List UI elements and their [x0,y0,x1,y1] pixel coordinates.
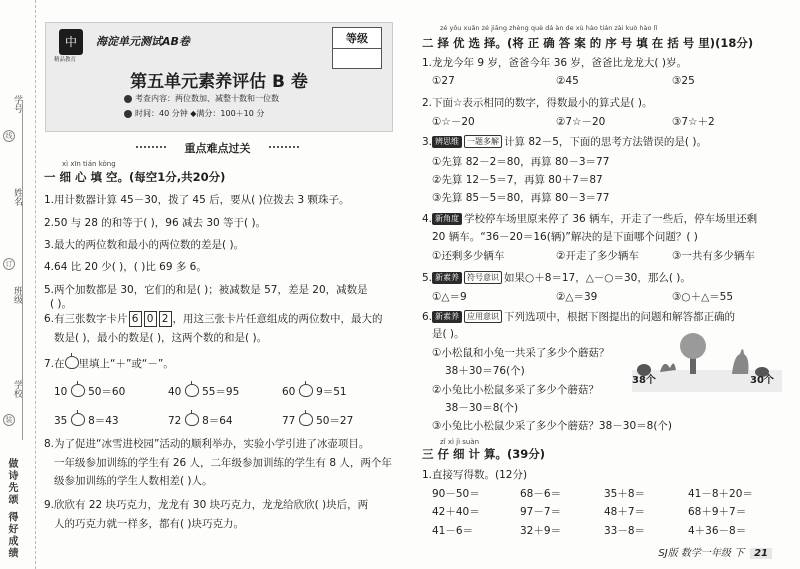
question-7-text: 7.在 [44,358,65,370]
school-label: 学校 [12,380,22,398]
choice-6-opt[interactable]: ①小松鼠和小兔一共采了多少个蘑菇？ [432,347,610,359]
tree-crown [680,333,706,359]
tag-badge: 一题多解 [464,135,502,148]
apple-blank-icon[interactable] [71,413,85,426]
calc-item[interactable]: 33－8＝ [604,525,646,537]
q7-item [168,384,239,399]
choice-4-text: 学校停车场里原来停了 36 辆车，开走了一些后，停车场里还剩 [464,213,758,225]
calc-item[interactable]: 68＋9＋7＝ [688,506,747,518]
choice-4: 4. 新角度 学校停车场里原来停了 36 辆车，开走了一些后，停车场里还剩 [422,213,758,225]
page-number: 21 [750,548,772,559]
question-7 [44,356,174,371]
illus-left-count: 38个 [632,375,656,386]
q7-num: 10 [54,386,68,398]
choice-5-text: 如果○＋8＝17，△－○＝30，那么( )。 [504,272,691,284]
choice-5: 5. 新素养 符号意识 如果○＋8＝17，△－○＝30，那么( )。 [422,272,691,284]
calc-item[interactable]: 42＋40＝ [432,506,480,518]
question-9: 9.欣欣有 22 块巧克力，龙龙有 30 块巧克力，龙龙给欣欣( )块后，两 [44,499,369,511]
grade-label: 等级 [333,28,381,49]
question-6-cont: 数是( )，最小的数是( )，这两个数的和是( )。 [54,332,268,344]
section-banner: 重点难点过关 [140,140,295,156]
binding-hole-icon: 装 [3,414,15,426]
choice-4-opt[interactable]: ①还剩多少辆车 [432,250,505,262]
series-title: 海淀单元测试AB卷 [96,35,190,48]
q7-num: 40 [168,386,182,398]
choice-3-opt[interactable]: ②先算 12－5＝7，再算 80＋7＝87 [432,174,603,186]
question-6 [44,311,383,327]
question-9-cont: 人的巧克力就一样多，都有( )块巧克力。 [54,518,245,530]
choice-5-opt[interactable]: ②△＝39 [556,291,598,303]
question-7-text-b: 里填上“＋”或“－”。 [78,358,174,370]
time-score-text: 时间：40 分钟 ◆满分：100＋10 分 [135,109,265,118]
question-6-text: 6.有三张数字卡片 [44,313,128,325]
choice-4-opt[interactable]: ②开走了多少辆车 [556,250,639,262]
q7-num: 60 [282,386,296,398]
tag-badge: 辨思维 [432,136,462,148]
apple-icon [65,356,79,369]
section2-title: 二 择 优 选 择。(将 正 确 答 案 的 序 号 填 在 括 号 里)(18分) [422,36,754,50]
section1-pinyin: xì xīn tián kòng [62,160,116,168]
choice-3-opt[interactable]: ③先算 85－5＝80，再算 80－3＝77 [432,192,610,204]
apple-blank-icon[interactable] [185,413,199,426]
time-score [124,108,264,119]
illus-right-count: 30个 [750,375,774,386]
apple-blank-icon[interactable] [185,384,199,397]
choice-6-opt-answer: 38＋30＝76(个) [445,365,525,377]
tag-badge: 符号意识 [464,271,502,284]
grade-box[interactable] [332,27,382,69]
q7-expr: 55＝95 [202,386,240,398]
choice-6-opt-answer: 38－30＝8(个) [445,402,519,414]
rabbit-icon [732,349,749,374]
apple-blank-icon[interactable] [299,413,313,426]
choice-1-opt[interactable]: ①27 [432,75,455,87]
calc-item[interactable]: 68－6＝ [520,488,562,500]
binding-hole-icon: 线 [3,130,15,142]
q7-item [282,384,347,399]
publisher-logo: 中 [59,29,83,55]
class-label: 班级 [12,286,22,304]
calc-item[interactable]: 41－8＋20＝ [688,488,753,500]
choice-1: 1.龙龙今年 9 岁，爸爸今年 36 岁，爸爸比龙龙大( )岁。 [422,57,687,69]
q7-item [54,384,125,399]
choice-3-opt[interactable]: ①先算 82－2＝80，再算 80－3＝77 [432,156,610,168]
tag-badge: 新素养 [432,311,462,323]
q7-num: 72 [168,415,182,427]
exam-content [124,93,279,104]
calc-item[interactable]: 41－6＝ [432,525,474,537]
choice-5-opt[interactable]: ①△＝9 [432,291,467,303]
q7-item [282,413,353,428]
question-5-cont: ( )。 [50,298,73,310]
question-6-text-b: ，用这三张卡片任意组成的两位数中，最大的 [172,313,383,325]
calc-item[interactable]: 32＋9＝ [520,525,562,537]
exam-content-text: 考查内容：两位数加、减整十数和一位数 [135,94,279,103]
section3-title: 三 仔 细 计 算。(39分) [422,447,546,461]
choice-5-opt[interactable]: ③○＋△＝55 [672,291,734,303]
q7-item [54,413,119,428]
digit-card: 2 [159,311,172,327]
binding-hole-icon: 订 [3,258,15,270]
student-id-label: 学号 [12,95,22,113]
calc-item[interactable]: 35＋8＝ [604,488,646,500]
calc-item[interactable]: 48＋7＝ [604,506,646,518]
question-1: 1.用计数器计算 45－30，拨了 45 后，要从( )位拨去 3 颗珠子。 [44,194,350,206]
question-8: 8.为了促进“冰雪进校园”活动的顺利举办，实验小学引进了冰壶项目。 [44,438,370,450]
digit-card: 0 [144,311,157,327]
digit-card: 6 [129,311,142,327]
choice-2-opt[interactable]: ①☆－20 [432,116,475,128]
question-8-cont: 级参加训练的学生人数相差( )人。 [54,475,213,487]
choice-1-opt[interactable]: ③25 [672,75,695,87]
apple-blank-icon[interactable] [71,384,85,397]
choice-6-opt[interactable]: ③小兔比小松鼠少采了多少个蘑菇？38－30＝8(个) [432,420,673,432]
choice-1-opt[interactable]: ②45 [556,75,579,87]
choice-2-opt[interactable]: ③7☆＋2 [672,116,715,128]
question-2: 2.50 与 28 的和等于( )，96 减去 30 等于( )。 [44,217,267,229]
page-title: 第五单元素养评估 B 卷 [130,72,308,92]
question-5: 5.两个加数都是 30，它们的和是( )；被减数是 57，差是 20，减数是 [44,284,368,296]
choice-6-text: 下列选项中，根据下图提出的问题和解答都正确的 [504,311,736,323]
choice-3: 3. 辨思维 一题多解 计算 82－5，下面的思考方法错误的是( )。 [422,136,707,148]
publisher-logo-sub: 精品教育 [54,57,77,63]
section2-pinyin: zé yōu xuǎn zé jiāng zhèng què dá àn de xù hào tián zài kuò hào lǐ [440,24,658,32]
apple-blank-icon[interactable] [299,384,313,397]
q7-expr: 50＝60 [88,386,126,398]
choice-6: 6. 新素养 应用意识 下列选项中，根据下图提出的问题和解答都正确的 [422,311,736,323]
choice-4-opt[interactable]: ③一共有多少辆车 [672,250,755,262]
q7-expr: 50＝27 [316,415,354,427]
exam-header [45,22,393,132]
info-bullet-icon [124,95,132,103]
tag-badge: 新素养 [432,272,462,284]
tag-badge: 应用意识 [464,310,502,323]
binding-strip [0,0,36,569]
section1-title: 一 细 心 填 空。(每空1分,共20分) [44,170,226,184]
q7-item [168,413,233,428]
clock-icon [124,110,132,118]
q7-num: 35 [54,415,68,427]
question-8-cont: 一年级参加训练的学生有 26 人，二年级参加训练的学生有 8 人，两个年 [54,457,392,469]
choice-4-cont: 20 辆车。“36－20＝16(辆)”解决的是下面哪个问题？( ) [432,231,698,243]
q7-expr: 9＝51 [316,386,347,398]
choice-2: 2.下面☆表示相同的数字，得数最小的算式是( )。 [422,97,653,109]
calc-item[interactable]: 4＋36－8＝ [688,525,747,537]
calc-item[interactable]: 90－50＝ [432,488,480,500]
binding-line [22,100,23,440]
q7-expr: 8＝64 [202,415,233,427]
tag-badge: 新角度 [432,213,462,225]
calc-item[interactable]: 97－7＝ [520,506,562,518]
question-4: 4.64 比 20 少( )，( )比 69 多 6。 [44,261,207,273]
question-3: 3.最大的两位数和最小的两位数的差是( )。 [44,239,245,251]
q7-num: 77 [282,415,296,427]
choice-6-opt[interactable]: ②小兔比小松鼠多采了多少个蘑菇？ [432,384,599,396]
binding-slogan: 做诗先颂 得好成绩 [6,457,17,559]
name-label: 姓名 [12,188,22,206]
q7-expr: 8＝43 [88,415,119,427]
footer-text: SJ版 数学一年级 下 [658,548,745,559]
page-footer [658,544,772,559]
section3-pinyin: zǐ xì jì suàn [440,438,480,446]
calc-heading: 1.直接写得数。(12分) [422,469,528,481]
choice-2-opt[interactable]: ②7☆－20 [556,116,606,128]
choice-3-text: 计算 82－5，下面的思考方法错误的是( )。 [504,136,707,148]
choice-6-cont: 是( )。 [432,328,465,340]
